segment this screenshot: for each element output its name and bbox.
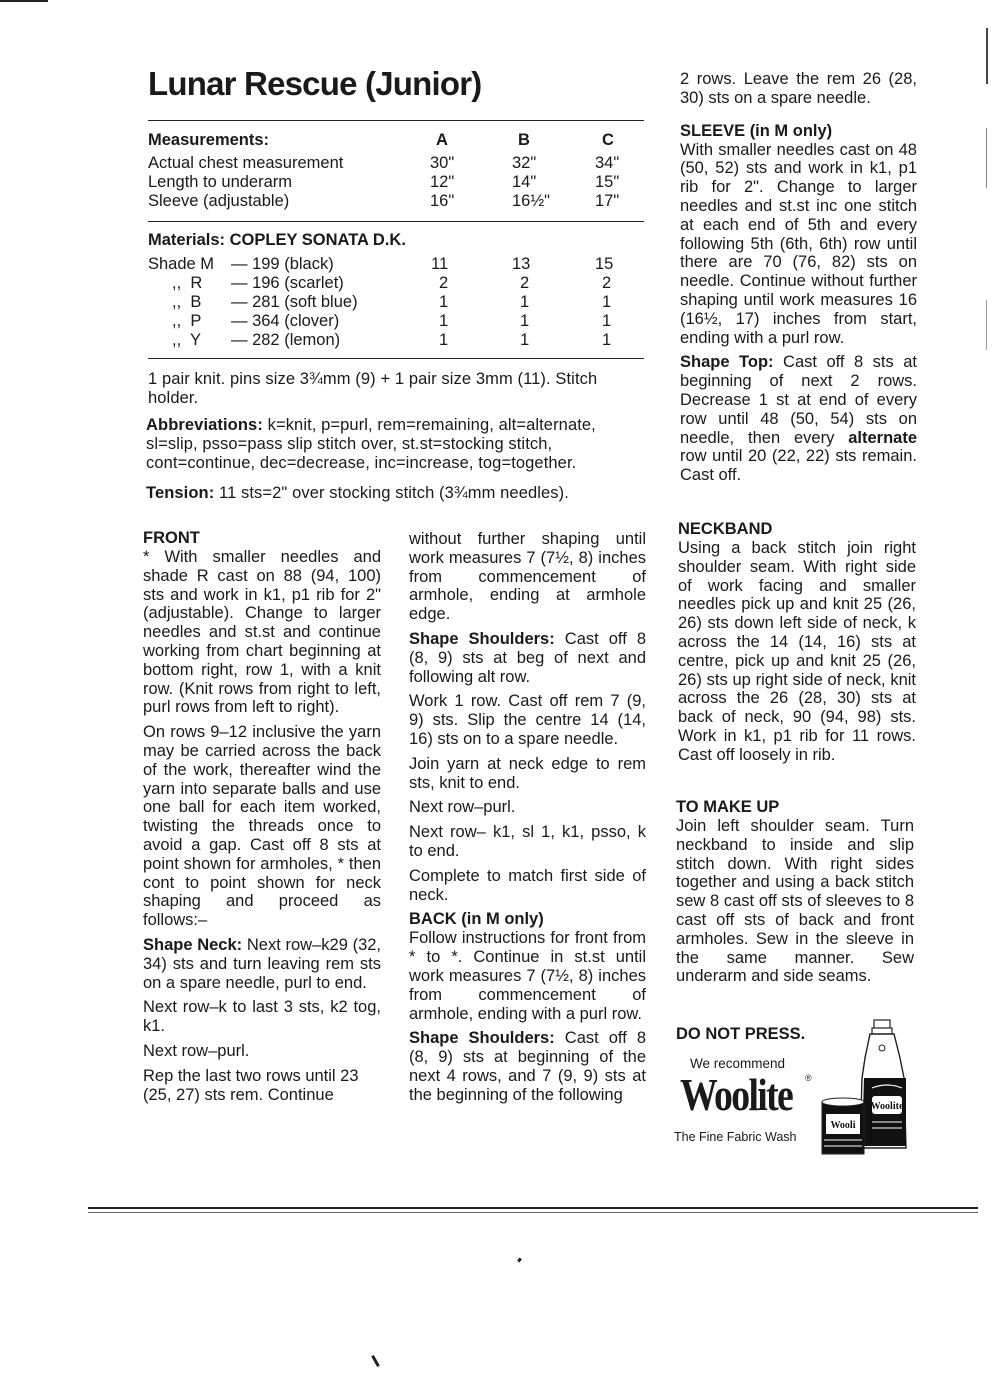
back-shape-shoulders [409, 1029, 646, 1104]
abbreviations-text: k=knit, p=purl, rem=remaining, alt=alternate, sl=slip, psso=pass slip stitch over, st.st=stocking stitch, cont=continue, dec=decrease, inc=increase, tog=together. [146, 416, 596, 472]
sleeve-heading: SLEEVE (in M only) [680, 121, 833, 140]
yarn-quantity: 2 [602, 274, 612, 292]
bottom-rule-thin [88, 1212, 978, 1213]
yarn-quantity: 1 [520, 312, 530, 330]
right-column [680, 70, 917, 491]
shape-neck-label: Shape Neck: [143, 935, 243, 954]
yarn-shade: ,, Y [172, 331, 202, 349]
shape-neck [143, 936, 381, 992]
size-column-b: B [518, 131, 530, 149]
measurement-value: 16" [430, 192, 455, 210]
measurement-value: 14" [512, 173, 537, 191]
front-heading: FRONT [143, 529, 200, 547]
shape-shoulders [409, 630, 646, 686]
yarn-shade: ,, P [172, 312, 202, 330]
shape-top-label: Shape Top: [680, 353, 774, 372]
registered-mark: ® [805, 1073, 812, 1083]
back-paragraph: Follow instructions for front from * to *. Continue in st.st until work measures 7 (7½, 8) inches from commencement of armhole, ending with a purl row. [409, 929, 646, 1023]
front-continued-paragraph: Next row– k1, sl 1, k1, psso, k to end. [409, 823, 646, 860]
yarn-quantity: 1 [439, 293, 449, 311]
front-paragraph: Rep the last two rows until 23 (25, 27) sts rem. Continue [143, 1066, 359, 1104]
make-up-paragraph: Join left shoulder seam. Turn neckband to inside and slip stitch down. With right sides together and using a back stitch sew 8 cast off sts of sleeves to 8 cast off sts of back and front armholes. Sew in the sleeve in the same manner. Sew underarm and side seams. [676, 817, 914, 986]
yarn-quantity: 2 [520, 274, 530, 292]
measurement-value: 15" [595, 173, 620, 191]
back-heading: BACK (in M only) [409, 910, 544, 929]
neckband-heading: NECKBAND [678, 520, 773, 538]
tension [146, 484, 650, 503]
tension-text: 11 sts=2" over stocking stitch (3¾mm needles). [214, 484, 569, 502]
abbreviations [146, 416, 650, 472]
top-left-rule [0, 0, 48, 2]
shape-top-text: Cast off 8 sts at beginning of next 2 rows. Decrease 1 st at end of every row until 48 (50, 54) sts on needle, then every [680, 353, 918, 447]
bottom-rule [88, 1207, 978, 1209]
yarn-spec: — 281 (soft blue) [231, 293, 358, 311]
shape-neck-text: Next row–k29 (32, 34) sts and turn leaving rem sts on a spare needle, purl to end. [143, 935, 382, 992]
right-edge-mark [986, 128, 987, 188]
speck [371, 1355, 380, 1367]
materials-table [148, 231, 644, 351]
yarn-quantity: 1 [602, 293, 612, 311]
yarn-shade: ,, R [172, 274, 203, 292]
right-edge-mark [986, 28, 988, 84]
front-paragraph: Next row–k to last 3 sts, k2 tog, k1. [143, 998, 381, 1036]
yarn-shade: ,, B [172, 293, 202, 311]
measurement-label: Length to underarm [148, 173, 293, 191]
yarn-quantity: 1 [602, 331, 612, 349]
shape-top-emphasis: alternate [848, 428, 917, 447]
back-shoulders-label: Shape Shoulders: [409, 1029, 555, 1048]
front-paragraph: Next row–purl. [143, 1041, 250, 1060]
sleeve-paragraph: With smaller needles cast on 48 (50, 52) sts and work in k1, p1 rib for 2". Change to larger needles and st.st inc one stitch at each end of 5th and every following 5th (6th, 6th) row until there are 70 (76, 82) sts on needle. Continue without further shaping until work measures 16 (16½, 17) inches from start, ending with a purl row. [680, 140, 917, 347]
front-continued-paragraph: Complete to match first side of neck. [409, 866, 646, 904]
measurement-value: 17" [595, 192, 620, 210]
measurement-value: 16½" [512, 192, 550, 210]
yarn-spec: — 199 (black) [231, 255, 334, 273]
yarn-spec: — 364 (clover) [231, 312, 340, 330]
measurements-table [148, 131, 644, 215]
neckband-section [678, 520, 916, 771]
front-paragraph: On rows 9–12 inclusive the yarn may be carried across the back of the work, thereafter wind the yarn into separate balls and use one ball for each item worked, twisting the threads once to avoid a gap. Cast off 8 sts at point shown for armholes, * then cont to point shown for neck shaping and proceed as follows:– [143, 723, 381, 930]
front-paragraph: * With smaller needles and shade R cast on 88 (94, 100) sts and work in k1, p1 rib for 2" (adjustable). Change to larger needles and st.st and continue working from chart beginning at bottom right, row 1, with a knit row. (Knit rows from right to left, purl rows from left to right). [143, 548, 381, 717]
needles-text: 1 pair knit. pins size 3¾mm (9) + 1 pair size 3mm (11). Stitch holder. [148, 370, 598, 407]
divider [148, 358, 644, 359]
back-continued-paragraph: 2 rows. Leave the rem 26 (28, 30) sts on a spare needle. [680, 70, 917, 107]
front-continued-paragraph: without further shaping until work measures 7 (7½, 8) inches from commencement of armhole, ending at armhole edge. [409, 530, 646, 624]
make-up-heading: TO MAKE UP [676, 798, 780, 816]
woolite-ad [672, 1050, 912, 1160]
ad-recommend-text: We recommend [690, 1056, 786, 1071]
yarn-quantity: 1 [520, 293, 530, 311]
shape-shoulders-label: Shape Shoulders: [409, 629, 555, 648]
measurement-label: Actual chest measurement [148, 154, 344, 172]
yarn-quantity: 11 [431, 255, 449, 273]
materials-heading: Materials: COPLEY SONATA D.K. [148, 231, 406, 249]
yarn-quantity: 13 [512, 255, 531, 273]
yarn-quantity: 2 [439, 274, 449, 292]
front-continued-paragraph: Join yarn at neck edge to rem sts, knit to end. [409, 754, 646, 792]
yarn-quantity: 1 [520, 331, 530, 349]
measurement-value: 32" [512, 154, 537, 172]
abbreviations-label: Abbreviations: [146, 416, 263, 434]
svg-text:Wooli: Wooli [830, 1120, 856, 1131]
yarn-quantity: 1 [602, 312, 612, 330]
page-title: Lunar Rescue (Junior) [148, 65, 482, 102]
divider [148, 221, 644, 222]
front-column [143, 529, 381, 1110]
size-column-a: A [436, 131, 448, 149]
shape-shoulders-text: Cast off 8 (8, 9) sts at beg of next and following alt row. [409, 629, 646, 686]
svg-text:Woolite: Woolite [870, 1101, 904, 1112]
do-not-press: DO NOT PRESS. [676, 1025, 806, 1043]
yarn-spec: — 282 (lemon) [231, 331, 341, 349]
middle-column [409, 530, 646, 1111]
yarn-shade: Shade M [148, 255, 215, 273]
back-shoulders-text: Cast off 8 (8, 9) sts at beginning of the next 4 rows, and 7 (9, 9) sts at the beginning of the following [409, 1029, 646, 1104]
right-edge-mark [986, 300, 987, 350]
neckband-paragraph: Using a back stitch join right shoulder seam. With right side of work facing and smaller needles pick up and knit 25 (26, 26) sts down left side of neck, k across the 14 (14, 16) sts at centre, pick up and knit 25 (26, 26) sts up right side of neck, knit across the 26 (28, 30) sts at back of neck, 90 (94, 98) sts. Work in k1, p1 rib for 11 rows. Cast off loosely in rib. [678, 539, 916, 764]
speck [517, 1258, 522, 1263]
front-continued-paragraph: Next row–purl. [409, 798, 516, 817]
shape-top [680, 353, 917, 485]
measurement-value: 30" [430, 154, 455, 172]
woolite-logo: Woolite [680, 1069, 793, 1120]
size-column-c: C [602, 131, 614, 149]
front-continued-paragraph: Work 1 row. Cast off rem 7 (9, 9) sts. Slip the centre 14 (14, 16) sts on to a spare needle. [409, 692, 646, 748]
woolite-product-icon [820, 1018, 912, 1158]
shape-top-text: row until 20 (22, 22) sts remain. Cast off. [680, 447, 917, 485]
yarn-spec: — 196 (scarlet) [231, 274, 344, 292]
yarn-quantity: 15 [595, 255, 614, 273]
make-up-section [676, 798, 914, 992]
ad-tagline: The Fine Fabric Wash [674, 1130, 797, 1144]
yarn-quantity: 1 [439, 331, 449, 349]
measurement-value: 12" [430, 173, 455, 191]
measurement-value: 34" [595, 154, 620, 172]
measurement-label: Sleeve (adjustable) [148, 192, 290, 210]
measurements-heading: Measurements: [148, 131, 270, 149]
divider [148, 120, 644, 121]
tension-label: Tension: [146, 484, 215, 502]
yarn-quantity: 1 [439, 312, 449, 330]
